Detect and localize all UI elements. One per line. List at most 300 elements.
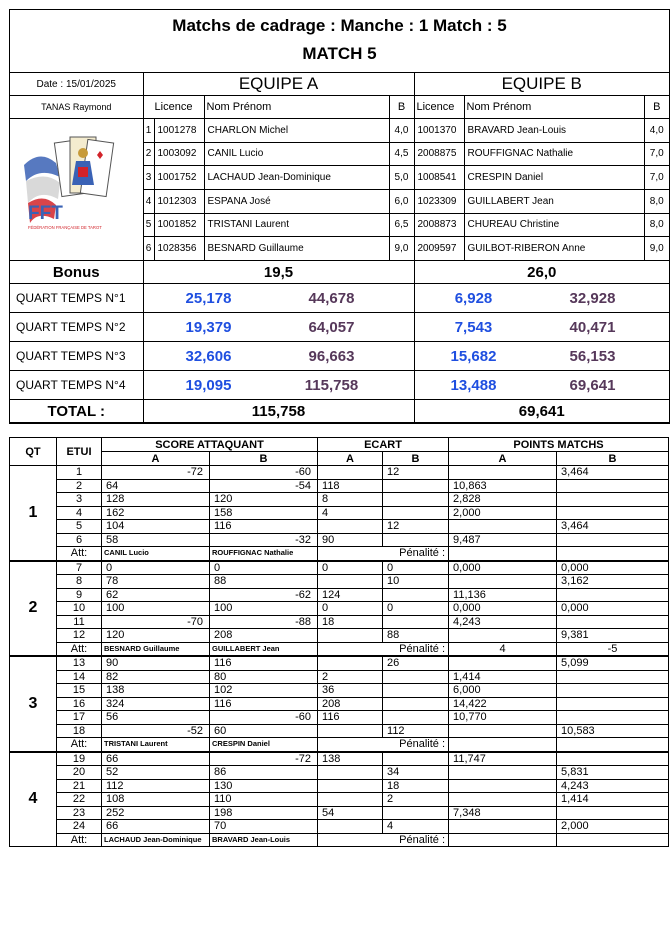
player-number: 6 — [143, 237, 154, 261]
score-a-negative — [167, 656, 210, 670]
team-a-title: EQUIPE A — [143, 73, 414, 96]
quarter-b-partial: 6,928 — [454, 289, 493, 307]
score-b: 110 — [210, 793, 275, 807]
score-b: 120 — [210, 493, 275, 507]
etui-number: 2 — [57, 479, 102, 493]
quarter-b-cell — [414, 371, 669, 400]
score-b: 80 — [210, 670, 275, 684]
score-b-negative: -72 — [275, 752, 318, 766]
player-row — [10, 119, 669, 143]
points-b — [557, 588, 669, 602]
score-b-negative — [275, 629, 318, 643]
ecart-a: 18 — [318, 615, 383, 629]
player-a-b: 4,5 — [389, 142, 414, 166]
quarter-a-cumul: 44,678 — [308, 289, 355, 307]
ecart-b: 88 — [383, 629, 449, 643]
points-b — [557, 493, 669, 507]
player-b-b: 8,0 — [644, 213, 669, 237]
etui-number: 8 — [57, 575, 102, 589]
score-a: 0 — [102, 561, 167, 575]
score-a — [102, 466, 167, 480]
player-number: 2 — [143, 142, 154, 166]
ecart-a — [318, 766, 383, 780]
quarter-b-cell — [414, 342, 669, 371]
score-a-negative: -52 — [167, 724, 210, 738]
logo-caption: FÉDÉRATION FRANÇAISE DE TAROT — [28, 225, 102, 230]
score-b — [210, 533, 275, 547]
total-label: TOTAL : — [10, 400, 143, 423]
score-b-negative — [275, 724, 318, 738]
etui-row — [10, 533, 669, 547]
score-b: 0 — [210, 561, 275, 575]
player-b-licence: 2008873 — [414, 213, 464, 237]
player-a-b: 9,0 — [389, 237, 414, 261]
teams-table — [10, 73, 669, 423]
ecart-a — [318, 575, 383, 589]
score-b — [210, 615, 275, 629]
ecart-a: 208 — [318, 697, 383, 711]
points-b — [557, 752, 669, 766]
attacker-row — [10, 738, 669, 752]
sheet-subtitle: MATCH 5 — [302, 44, 377, 63]
points-b: 4,243 — [557, 779, 669, 793]
score-b: 130 — [210, 779, 275, 793]
score-b — [210, 711, 275, 725]
ecart-a: 0 — [318, 602, 383, 616]
points-b: 0,000 — [557, 602, 669, 616]
ecart-a — [318, 656, 383, 670]
score-a: 82 — [102, 670, 167, 684]
total-a: 115,758 — [143, 400, 414, 423]
attacker-a: LACHAUD Jean-Dominique — [102, 833, 210, 847]
etui-number: 4 — [57, 506, 102, 520]
ecart-a — [318, 779, 383, 793]
score-b: 198 — [210, 806, 275, 820]
score-a-negative: -72 — [167, 466, 210, 480]
player-a-name: LACHAUD Jean-Dominique — [204, 166, 389, 190]
ecart-b: 12 — [383, 466, 449, 480]
ecart-a: 54 — [318, 806, 383, 820]
header-points: POINTS MATCHS — [449, 438, 669, 452]
ecart-a: 124 — [318, 588, 383, 602]
score-a: 66 — [102, 752, 167, 766]
score-a — [102, 615, 167, 629]
penalty-b: -5 — [557, 642, 669, 656]
referee-name: TANAS Raymond — [10, 96, 143, 119]
etui-row — [10, 793, 669, 807]
bonus-b: 26,0 — [414, 261, 669, 284]
detail-subheader-row — [10, 452, 669, 466]
quarter-b-cell — [414, 313, 669, 342]
score-b-negative — [275, 806, 318, 820]
player-a-b: 6,5 — [389, 213, 414, 237]
score-b-negative — [275, 684, 318, 698]
quarter-number: 3 — [10, 656, 57, 752]
player-a-licence: 1003092 — [154, 142, 204, 166]
player-a-name: BESNARD Guillaume — [204, 237, 389, 261]
header-points-a: A — [449, 452, 557, 466]
points-a: 7,348 — [449, 806, 557, 820]
score-a-negative — [167, 766, 210, 780]
score-a-negative — [167, 697, 210, 711]
score-a-negative — [167, 779, 210, 793]
quarter-label: QUART TEMPS N°1 — [10, 284, 143, 313]
player-b-name: GUILLABERT Jean — [464, 189, 644, 213]
ecart-b — [383, 506, 449, 520]
attacker-a: BESNARD Guillaume — [102, 642, 210, 656]
col-b-b: B — [644, 96, 669, 119]
quarter-a-partial: 25,178 — [185, 289, 232, 307]
ecart-b — [383, 806, 449, 820]
points-a: 4,243 — [449, 615, 557, 629]
quarter-a-spacer — [389, 313, 414, 342]
header-ecart-a: A — [318, 452, 383, 466]
etui-number: 17 — [57, 711, 102, 725]
quarter-a-partial: 19,095 — [185, 376, 232, 394]
team-b-title: EQUIPE B — [414, 73, 669, 96]
ecart-a: 4 — [318, 506, 383, 520]
score-a — [102, 724, 167, 738]
attacker-label: Att: — [57, 738, 102, 752]
score-a-negative — [167, 684, 210, 698]
score-b-negative — [275, 493, 318, 507]
col-licence-a: Licence — [143, 96, 204, 119]
player-b-name: ROUFFIGNAC Nathalie — [464, 142, 644, 166]
player-a-name: TRISTANI Laurent — [204, 213, 389, 237]
quarter-number: 1 — [10, 466, 57, 561]
points-b — [557, 506, 669, 520]
header-etui: ETUI — [57, 438, 102, 466]
player-b-b: 7,0 — [644, 166, 669, 190]
etui-number: 18 — [57, 724, 102, 738]
score-b-negative: -32 — [275, 533, 318, 547]
col-b-a: B — [389, 96, 414, 119]
quarter-a-spacer — [389, 371, 414, 400]
points-a — [449, 466, 557, 480]
etui-row — [10, 575, 669, 589]
player-a-licence: 1001278 — [154, 119, 204, 143]
ecart-a: 2 — [318, 670, 383, 684]
sheet-header — [10, 10, 669, 73]
score-b-negative: -60 — [275, 466, 318, 480]
player-b-licence: 1023309 — [414, 189, 464, 213]
penalty-a — [449, 738, 557, 752]
etui-number: 11 — [57, 615, 102, 629]
bonus-row — [10, 261, 669, 284]
etui-row — [10, 602, 669, 616]
points-b — [557, 697, 669, 711]
attacker-row — [10, 547, 669, 561]
ecart-b — [383, 533, 449, 547]
score-a-negative — [167, 806, 210, 820]
player-b-b: 8,0 — [644, 189, 669, 213]
player-a-name: ESPANA José — [204, 189, 389, 213]
player-a-licence: 1012303 — [154, 189, 204, 213]
points-b: 3,464 — [557, 520, 669, 534]
player-a-name: CHARLON Michel — [204, 119, 389, 143]
etui-row — [10, 806, 669, 820]
score-b-negative: -88 — [275, 615, 318, 629]
points-a — [449, 766, 557, 780]
header-score-a: A — [102, 452, 210, 466]
penalty-label: Pénalité : — [318, 642, 449, 656]
etui-number: 13 — [57, 656, 102, 670]
score-b-negative — [275, 656, 318, 670]
score-a-negative — [167, 629, 210, 643]
quarter-a-partial: 32,606 — [185, 347, 232, 365]
points-a — [449, 779, 557, 793]
score-a-negative — [167, 479, 210, 493]
quarter-a-spacer — [389, 342, 414, 371]
quarter-b-partial: 15,682 — [450, 347, 497, 365]
etui-row — [10, 697, 669, 711]
score-b: 102 — [210, 684, 275, 698]
points-b: 9,381 — [557, 629, 669, 643]
points-a — [449, 820, 557, 834]
score-b: 88 — [210, 575, 275, 589]
penalty-a — [449, 547, 557, 561]
points-b: 2,000 — [557, 820, 669, 834]
tarot-logo-icon — [10, 119, 143, 257]
score-a: 66 — [102, 820, 167, 834]
score-b: 86 — [210, 766, 275, 780]
score-a-negative — [167, 670, 210, 684]
ecart-b — [383, 588, 449, 602]
score-a: 78 — [102, 575, 167, 589]
score-a: 56 — [102, 711, 167, 725]
etui-number: 14 — [57, 670, 102, 684]
header-score-b: B — [210, 452, 318, 466]
score-b: 70 — [210, 820, 275, 834]
ecart-b: 2 — [383, 793, 449, 807]
score-a: 324 — [102, 697, 167, 711]
points-b — [557, 711, 669, 725]
detail-table — [9, 437, 669, 847]
points-b — [557, 684, 669, 698]
player-number: 5 — [143, 213, 154, 237]
player-number: 4 — [143, 189, 154, 213]
match-sheet — [9, 9, 670, 424]
score-a-negative: -70 — [167, 615, 210, 629]
score-b-negative — [275, 793, 318, 807]
score-a-negative — [167, 520, 210, 534]
player-b-b: 4,0 — [644, 119, 669, 143]
ecart-a — [318, 793, 383, 807]
score-b-negative — [275, 820, 318, 834]
quarter-a-partial: 19,379 — [185, 318, 232, 336]
logo-text: FFT — [28, 203, 63, 224]
ecart-b: 12 — [383, 520, 449, 534]
player-b-name: GUILBOT-RIBERON Anne — [464, 237, 644, 261]
score-a-negative — [167, 820, 210, 834]
quarter-b-partial: 7,543 — [454, 318, 493, 336]
etui-number: 21 — [57, 779, 102, 793]
quarter-a-cell — [143, 313, 389, 342]
ecart-a — [318, 466, 383, 480]
score-a-negative — [167, 561, 210, 575]
quarter-b-partial: 13,488 — [450, 376, 497, 394]
score-b — [210, 752, 275, 766]
attacker-row — [10, 833, 669, 847]
etui-row — [10, 779, 669, 793]
score-a: 100 — [102, 602, 167, 616]
penalty-a — [449, 833, 557, 847]
score-b-negative — [275, 575, 318, 589]
quarter-label: QUART TEMPS N°4 — [10, 371, 143, 400]
points-a: 11,136 — [449, 588, 557, 602]
etui-number: 15 — [57, 684, 102, 698]
score-b: 116 — [210, 697, 275, 711]
etui-number: 5 — [57, 520, 102, 534]
points-b: 3,464 — [557, 466, 669, 480]
score-b — [210, 588, 275, 602]
etui-number: 24 — [57, 820, 102, 834]
quarter-b-cumul: 40,471 — [569, 318, 616, 336]
header-score: SCORE ATTAQUANT — [102, 438, 318, 452]
penalty-b — [557, 738, 669, 752]
col-name-a: Nom Prénom — [204, 96, 389, 119]
score-b: 208 — [210, 629, 275, 643]
points-a — [449, 629, 557, 643]
bonus-a: 19,5 — [143, 261, 414, 284]
score-a-negative — [167, 793, 210, 807]
quarter-a-cumul: 96,663 — [308, 347, 355, 365]
player-a-b: 4,0 — [389, 119, 414, 143]
col-name-b: Nom Prénom — [464, 96, 644, 119]
ecart-b: 26 — [383, 656, 449, 670]
points-a — [449, 724, 557, 738]
quarter-b-cumul: 69,641 — [569, 376, 616, 394]
quarter-row — [10, 342, 669, 371]
points-a — [449, 575, 557, 589]
ecart-b — [383, 493, 449, 507]
points-a: 0,000 — [449, 602, 557, 616]
quarter-b-cell — [414, 284, 669, 313]
penalty-b — [557, 833, 669, 847]
ecart-b — [383, 615, 449, 629]
quarter-a-cumul: 115,758 — [304, 376, 359, 394]
etui-row — [10, 520, 669, 534]
score-a: 138 — [102, 684, 167, 698]
score-a-negative — [167, 506, 210, 520]
score-b — [210, 479, 275, 493]
ecart-b: 34 — [383, 766, 449, 780]
player-a-licence: 1028356 — [154, 237, 204, 261]
score-b-negative: -62 — [275, 588, 318, 602]
points-b — [557, 533, 669, 547]
score-a-negative — [167, 575, 210, 589]
points-a: 2,828 — [449, 493, 557, 507]
etui-number: 23 — [57, 806, 102, 820]
score-a: 108 — [102, 793, 167, 807]
penalty-label: Pénalité : — [318, 547, 449, 561]
score-b-negative — [275, 670, 318, 684]
bonus-label: Bonus — [10, 261, 143, 284]
ecart-a — [318, 629, 383, 643]
etui-number: 16 — [57, 697, 102, 711]
score-b-negative — [275, 561, 318, 575]
score-a: 104 — [102, 520, 167, 534]
attacker-a: TRISTANI Laurent — [102, 738, 210, 752]
score-b-negative: -60 — [275, 711, 318, 725]
ecart-b — [383, 752, 449, 766]
col-licence-b: Licence — [414, 96, 464, 119]
score-b — [210, 466, 275, 480]
etui-row — [10, 684, 669, 698]
quarter-a-cell — [143, 371, 389, 400]
points-a — [449, 793, 557, 807]
etui-row — [10, 656, 669, 670]
score-a-negative — [167, 711, 210, 725]
score-a-negative — [167, 588, 210, 602]
penalty-a: 4 — [449, 642, 557, 656]
player-b-name: CRESPIN Daniel — [464, 166, 644, 190]
etui-number: 6 — [57, 533, 102, 547]
detail-body — [10, 466, 669, 847]
etui-row — [10, 506, 669, 520]
penalty-label: Pénalité : — [318, 738, 449, 752]
etui-row — [10, 724, 669, 738]
score-b-negative — [275, 779, 318, 793]
player-a-licence: 1001752 — [154, 166, 204, 190]
attacker-label: Att: — [57, 833, 102, 847]
ecart-a — [318, 724, 383, 738]
score-b: 100 — [210, 602, 275, 616]
player-b-licence: 2008875 — [414, 142, 464, 166]
points-a: 10,770 — [449, 711, 557, 725]
etui-number: 3 — [57, 493, 102, 507]
etui-number: 9 — [57, 588, 102, 602]
player-a-name: CANIL Lucio — [204, 142, 389, 166]
points-a — [449, 656, 557, 670]
attacker-b: GUILLABERT Jean — [210, 642, 318, 656]
attacker-a: CANIL Lucio — [102, 547, 210, 561]
etui-number: 20 — [57, 766, 102, 780]
player-b-licence: 1008541 — [414, 166, 464, 190]
sheet-title: Matchs de cadrage : Manche : 1 Match : 5 — [172, 16, 507, 35]
quarter-a-cell — [143, 342, 389, 371]
points-b: 3,162 — [557, 575, 669, 589]
attacker-row — [10, 642, 669, 656]
ecart-b: 18 — [383, 779, 449, 793]
score-a-negative — [167, 493, 210, 507]
etui-number: 10 — [57, 602, 102, 616]
attacker-b: ROUFFIGNAC Nathalie — [210, 547, 318, 561]
player-b-name: CHUREAU Christine — [464, 213, 644, 237]
quarter-number: 4 — [10, 752, 57, 847]
ecart-a: 36 — [318, 684, 383, 698]
ecart-a: 138 — [318, 752, 383, 766]
score-a: 128 — [102, 493, 167, 507]
match-date: Date : 15/01/2025 — [10, 73, 143, 96]
score-a: 52 — [102, 766, 167, 780]
quarter-label: QUART TEMPS N°3 — [10, 342, 143, 371]
points-a: 9,487 — [449, 533, 557, 547]
player-b-b: 7,0 — [644, 142, 669, 166]
points-a: 10,863 — [449, 479, 557, 493]
ecart-b: 112 — [383, 724, 449, 738]
points-b: 0,000 — [557, 561, 669, 575]
total-row — [10, 400, 669, 423]
points-b: 5,831 — [557, 766, 669, 780]
score-b: 116 — [210, 656, 275, 670]
ecart-b — [383, 711, 449, 725]
player-b-licence: 2009597 — [414, 237, 464, 261]
ecart-a: 8 — [318, 493, 383, 507]
ecart-a — [318, 520, 383, 534]
etui-number: 19 — [57, 752, 102, 766]
etui-row — [10, 561, 669, 575]
